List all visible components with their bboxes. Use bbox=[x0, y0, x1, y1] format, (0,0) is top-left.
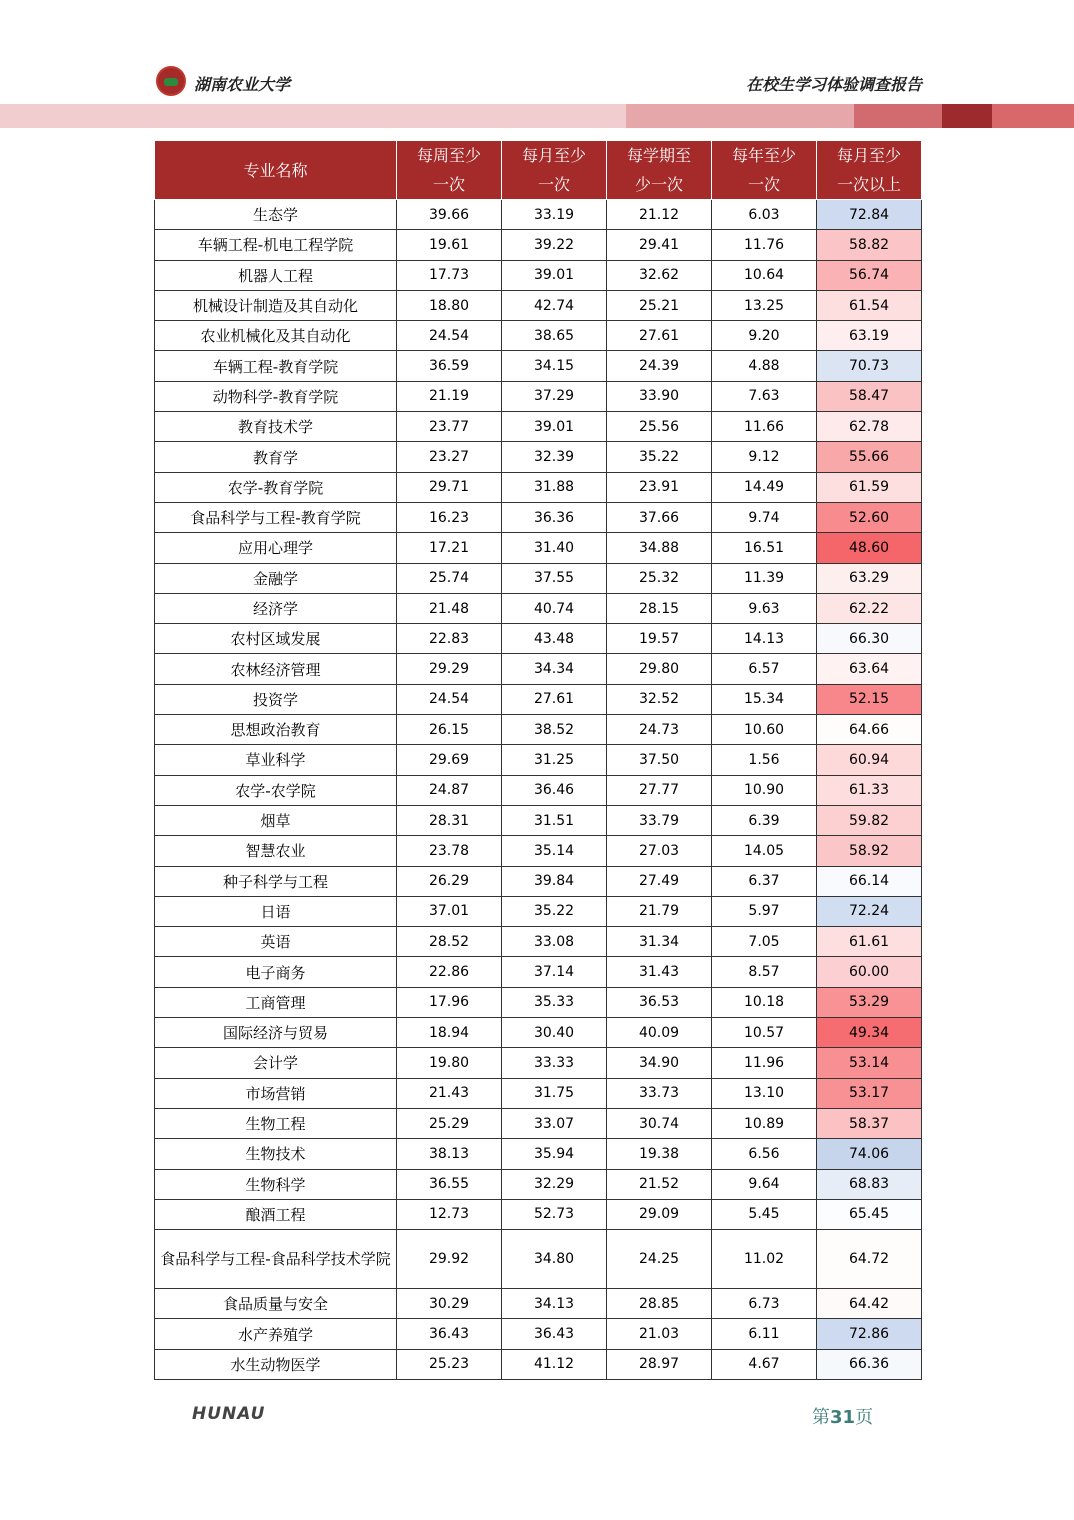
yearly-cell: 11.76 bbox=[712, 230, 817, 260]
table-row bbox=[155, 472, 922, 502]
page-number: 第31页 bbox=[812, 1407, 874, 1428]
table-row bbox=[155, 1018, 922, 1048]
table-row bbox=[155, 1139, 922, 1169]
monthly-plus-cell: 49.34 bbox=[817, 1018, 922, 1048]
monthly-plus-cell: 68.83 bbox=[817, 1169, 922, 1199]
yearly-cell: 6.11 bbox=[712, 1319, 817, 1349]
monthly-cell: 33.19 bbox=[502, 200, 607, 230]
weekly-cell: 25.74 bbox=[397, 563, 502, 593]
monthly-plus-cell: 55.66 bbox=[817, 442, 922, 472]
major-name-cell: 市场营销 bbox=[155, 1078, 397, 1108]
major-name-cell: 生态学 bbox=[155, 200, 397, 230]
semester-cell: 27.03 bbox=[607, 836, 712, 866]
table-header-row bbox=[155, 141, 922, 200]
table-row bbox=[155, 684, 922, 714]
major-name-cell: 生物工程 bbox=[155, 1108, 397, 1138]
monthly-plus-cell: 61.33 bbox=[817, 775, 922, 805]
table-row bbox=[155, 624, 922, 654]
column-header-major: 专业名称 bbox=[155, 141, 397, 200]
weekly-cell: 28.31 bbox=[397, 805, 502, 835]
header-band bbox=[942, 104, 992, 128]
page-header bbox=[0, 0, 1074, 130]
monthly-cell: 33.07 bbox=[502, 1108, 607, 1138]
monthly-plus-cell: 52.60 bbox=[817, 502, 922, 532]
yearly-cell: 9.12 bbox=[712, 442, 817, 472]
major-name-cell: 智慧农业 bbox=[155, 836, 397, 866]
table-row bbox=[155, 290, 922, 320]
yearly-cell: 7.63 bbox=[712, 381, 817, 411]
semester-cell: 33.79 bbox=[607, 805, 712, 835]
monthly-cell: 34.13 bbox=[502, 1289, 607, 1319]
weekly-cell: 30.29 bbox=[397, 1289, 502, 1319]
monthly-cell: 35.22 bbox=[502, 896, 607, 926]
monthly-cell: 36.43 bbox=[502, 1319, 607, 1349]
major-name-cell: 农村区域发展 bbox=[155, 624, 397, 654]
yearly-cell: 14.49 bbox=[712, 472, 817, 502]
major-name-cell: 经济学 bbox=[155, 593, 397, 623]
monthly-cell: 36.46 bbox=[502, 775, 607, 805]
monthly-cell: 35.94 bbox=[502, 1139, 607, 1169]
semester-cell: 36.53 bbox=[607, 987, 712, 1017]
yearly-cell: 11.96 bbox=[712, 1048, 817, 1078]
major-name-cell: 食品质量与安全 bbox=[155, 1289, 397, 1319]
semester-cell: 29.80 bbox=[607, 654, 712, 684]
monthly-plus-cell: 70.73 bbox=[817, 351, 922, 381]
monthly-plus-cell: 74.06 bbox=[817, 1139, 922, 1169]
yearly-cell: 8.57 bbox=[712, 957, 817, 987]
major-name-cell: 种子科学与工程 bbox=[155, 866, 397, 896]
monthly-plus-cell: 61.54 bbox=[817, 290, 922, 320]
monthly-plus-cell: 63.29 bbox=[817, 563, 922, 593]
monthly-cell: 39.01 bbox=[502, 260, 607, 290]
table-row bbox=[155, 957, 922, 987]
monthly-plus-cell: 53.17 bbox=[817, 1078, 922, 1108]
weekly-cell: 28.52 bbox=[397, 927, 502, 957]
monthly-plus-cell: 66.14 bbox=[817, 866, 922, 896]
table-row bbox=[155, 1078, 922, 1108]
yearly-cell: 13.10 bbox=[712, 1078, 817, 1108]
yearly-cell: 6.39 bbox=[712, 805, 817, 835]
semester-cell: 24.73 bbox=[607, 715, 712, 745]
yearly-cell: 9.64 bbox=[712, 1169, 817, 1199]
yearly-cell: 10.57 bbox=[712, 1018, 817, 1048]
monthly-cell: 35.14 bbox=[502, 836, 607, 866]
semester-cell: 40.09 bbox=[607, 1018, 712, 1048]
major-name-cell: 水生动物医学 bbox=[155, 1349, 397, 1379]
yearly-cell: 6.73 bbox=[712, 1289, 817, 1319]
monthly-plus-cell: 58.47 bbox=[817, 381, 922, 411]
table-row bbox=[155, 502, 922, 532]
yearly-cell: 10.90 bbox=[712, 775, 817, 805]
semester-cell: 32.52 bbox=[607, 684, 712, 714]
weekly-cell: 23.27 bbox=[397, 442, 502, 472]
table-row bbox=[155, 654, 922, 684]
yearly-cell: 15.34 bbox=[712, 684, 817, 714]
semester-cell: 21.79 bbox=[607, 896, 712, 926]
semester-cell: 32.62 bbox=[607, 260, 712, 290]
monthly-cell: 31.75 bbox=[502, 1078, 607, 1108]
monthly-plus-cell: 59.82 bbox=[817, 805, 922, 835]
monthly-cell: 30.40 bbox=[502, 1018, 607, 1048]
major-name-cell: 国际经济与贸易 bbox=[155, 1018, 397, 1048]
monthly-cell: 37.55 bbox=[502, 563, 607, 593]
report-title: 在校生学习体验调查报告 bbox=[745, 75, 922, 94]
yearly-cell: 11.66 bbox=[712, 412, 817, 442]
monthly-cell: 38.65 bbox=[502, 321, 607, 351]
table-row bbox=[155, 1319, 922, 1349]
major-name-cell: 日语 bbox=[155, 896, 397, 926]
weekly-cell: 18.94 bbox=[397, 1018, 502, 1048]
major-name-cell: 金融学 bbox=[155, 563, 397, 593]
major-name-cell: 食品科学与工程-教育学院 bbox=[155, 502, 397, 532]
semester-cell: 19.57 bbox=[607, 624, 712, 654]
semester-cell: 31.34 bbox=[607, 927, 712, 957]
table-row bbox=[155, 866, 922, 896]
table-body bbox=[155, 200, 922, 1380]
major-name-cell: 电子商务 bbox=[155, 957, 397, 987]
major-name-cell: 投资学 bbox=[155, 684, 397, 714]
weekly-cell: 29.92 bbox=[397, 1230, 502, 1289]
major-name-cell: 会计学 bbox=[155, 1048, 397, 1078]
semester-cell: 33.73 bbox=[607, 1078, 712, 1108]
weekly-cell: 16.23 bbox=[397, 502, 502, 532]
monthly-cell: 33.08 bbox=[502, 927, 607, 957]
yearly-cell: 4.67 bbox=[712, 1349, 817, 1379]
semester-cell: 27.49 bbox=[607, 866, 712, 896]
weekly-cell: 22.83 bbox=[397, 624, 502, 654]
table-row bbox=[155, 200, 922, 230]
footer-logo: HUNAU bbox=[192, 1404, 266, 1424]
table-row bbox=[155, 1230, 922, 1289]
monthly-cell: 36.36 bbox=[502, 502, 607, 532]
weekly-cell: 25.29 bbox=[397, 1108, 502, 1138]
major-name-cell: 车辆工程-教育学院 bbox=[155, 351, 397, 381]
semester-cell: 29.09 bbox=[607, 1199, 712, 1229]
monthly-plus-cell: 63.19 bbox=[817, 321, 922, 351]
table-row bbox=[155, 836, 922, 866]
weekly-cell: 22.86 bbox=[397, 957, 502, 987]
monthly-plus-cell: 66.30 bbox=[817, 624, 922, 654]
weekly-cell: 37.01 bbox=[397, 896, 502, 926]
yearly-cell: 10.18 bbox=[712, 987, 817, 1017]
weekly-cell: 21.48 bbox=[397, 593, 502, 623]
yearly-cell: 14.13 bbox=[712, 624, 817, 654]
semester-cell: 37.50 bbox=[607, 745, 712, 775]
monthly-plus-cell: 48.60 bbox=[817, 533, 922, 563]
monthly-plus-cell: 58.92 bbox=[817, 836, 922, 866]
monthly-cell: 40.74 bbox=[502, 593, 607, 623]
yearly-cell: 11.02 bbox=[712, 1230, 817, 1289]
monthly-cell: 39.22 bbox=[502, 230, 607, 260]
yearly-cell: 9.63 bbox=[712, 593, 817, 623]
major-name-cell: 机械设计制造及其自动化 bbox=[155, 290, 397, 320]
table-row bbox=[155, 260, 922, 290]
monthly-cell: 37.29 bbox=[502, 381, 607, 411]
weekly-cell: 17.96 bbox=[397, 987, 502, 1017]
semester-cell: 19.38 bbox=[607, 1139, 712, 1169]
semester-cell: 25.21 bbox=[607, 290, 712, 320]
table-row bbox=[155, 987, 922, 1017]
yearly-cell: 5.97 bbox=[712, 896, 817, 926]
university-name: 湖南农业大学 bbox=[194, 75, 291, 94]
weekly-cell: 26.15 bbox=[397, 715, 502, 745]
table-row bbox=[155, 1169, 922, 1199]
semester-cell: 27.77 bbox=[607, 775, 712, 805]
table-row bbox=[155, 927, 922, 957]
column-header-weekly: 每周至少 一次 bbox=[397, 141, 502, 200]
monthly-cell: 31.40 bbox=[502, 533, 607, 563]
monthly-plus-cell: 52.15 bbox=[817, 684, 922, 714]
semester-cell: 29.41 bbox=[607, 230, 712, 260]
weekly-cell: 38.13 bbox=[397, 1139, 502, 1169]
weekly-cell: 17.73 bbox=[397, 260, 502, 290]
weekly-cell: 26.29 bbox=[397, 866, 502, 896]
monthly-plus-cell: 64.72 bbox=[817, 1230, 922, 1289]
monthly-cell: 31.25 bbox=[502, 745, 607, 775]
weekly-cell: 36.59 bbox=[397, 351, 502, 381]
table-row bbox=[155, 1349, 922, 1379]
major-name-cell: 机器人工程 bbox=[155, 260, 397, 290]
monthly-cell: 34.80 bbox=[502, 1230, 607, 1289]
weekly-cell: 21.43 bbox=[397, 1078, 502, 1108]
major-name-cell: 教育学 bbox=[155, 442, 397, 472]
semester-cell: 34.90 bbox=[607, 1048, 712, 1078]
major-name-cell: 生物科学 bbox=[155, 1169, 397, 1199]
table-row bbox=[155, 533, 922, 563]
major-name-cell: 生物技术 bbox=[155, 1139, 397, 1169]
yearly-cell: 13.25 bbox=[712, 290, 817, 320]
table-row bbox=[155, 805, 922, 835]
semester-cell: 25.56 bbox=[607, 412, 712, 442]
table-row bbox=[155, 230, 922, 260]
monthly-plus-cell: 63.64 bbox=[817, 654, 922, 684]
yearly-cell: 10.64 bbox=[712, 260, 817, 290]
weekly-cell: 36.43 bbox=[397, 1319, 502, 1349]
monthly-cell: 41.12 bbox=[502, 1349, 607, 1379]
monthly-cell: 52.73 bbox=[502, 1199, 607, 1229]
monthly-plus-cell: 60.94 bbox=[817, 745, 922, 775]
monthly-plus-cell: 58.37 bbox=[817, 1108, 922, 1138]
university-logo-icon bbox=[156, 66, 186, 96]
major-name-cell: 水产养殖学 bbox=[155, 1319, 397, 1349]
column-header-monthly: 每月至少 一次 bbox=[502, 141, 607, 200]
weekly-cell: 19.61 bbox=[397, 230, 502, 260]
table-row bbox=[155, 715, 922, 745]
yearly-cell: 4.88 bbox=[712, 351, 817, 381]
monthly-cell: 34.34 bbox=[502, 654, 607, 684]
table-row bbox=[155, 442, 922, 472]
header-band bbox=[626, 104, 854, 128]
semester-cell: 27.61 bbox=[607, 321, 712, 351]
header-band bbox=[854, 104, 942, 128]
table-row bbox=[155, 351, 922, 381]
yearly-cell: 14.05 bbox=[712, 836, 817, 866]
yearly-cell: 1.56 bbox=[712, 745, 817, 775]
monthly-cell: 43.48 bbox=[502, 624, 607, 654]
weekly-cell: 24.54 bbox=[397, 321, 502, 351]
weekly-cell: 21.19 bbox=[397, 381, 502, 411]
table-row bbox=[155, 745, 922, 775]
monthly-plus-cell: 62.78 bbox=[817, 412, 922, 442]
weekly-cell: 23.78 bbox=[397, 836, 502, 866]
monthly-plus-cell: 60.00 bbox=[817, 957, 922, 987]
semester-cell: 33.90 bbox=[607, 381, 712, 411]
major-name-cell: 农学-农学院 bbox=[155, 775, 397, 805]
major-name-cell: 农林经济管理 bbox=[155, 654, 397, 684]
table-row bbox=[155, 381, 922, 411]
table-row bbox=[155, 412, 922, 442]
semester-cell: 24.39 bbox=[607, 351, 712, 381]
semester-cell: 35.22 bbox=[607, 442, 712, 472]
table-row bbox=[155, 896, 922, 926]
weekly-cell: 23.77 bbox=[397, 412, 502, 442]
monthly-plus-cell: 61.59 bbox=[817, 472, 922, 502]
monthly-cell: 39.84 bbox=[502, 866, 607, 896]
weekly-cell: 29.71 bbox=[397, 472, 502, 502]
major-name-cell: 教育技术学 bbox=[155, 412, 397, 442]
table-row bbox=[155, 563, 922, 593]
semester-cell: 28.15 bbox=[607, 593, 712, 623]
monthly-cell: 38.52 bbox=[502, 715, 607, 745]
monthly-cell: 35.33 bbox=[502, 987, 607, 1017]
monthly-cell: 33.33 bbox=[502, 1048, 607, 1078]
major-name-cell: 农业机械化及其自动化 bbox=[155, 321, 397, 351]
yearly-cell: 6.03 bbox=[712, 200, 817, 230]
semester-cell: 21.12 bbox=[607, 200, 712, 230]
weekly-cell: 24.54 bbox=[397, 684, 502, 714]
weekly-cell: 39.66 bbox=[397, 200, 502, 230]
major-name-cell: 思想政治教育 bbox=[155, 715, 397, 745]
monthly-cell: 32.29 bbox=[502, 1169, 607, 1199]
column-header-semester: 每学期至 少一次 bbox=[607, 141, 712, 200]
yearly-cell: 11.39 bbox=[712, 563, 817, 593]
semester-cell: 28.85 bbox=[607, 1289, 712, 1319]
major-name-cell: 农学-教育学院 bbox=[155, 472, 397, 502]
monthly-plus-cell: 53.29 bbox=[817, 987, 922, 1017]
semester-cell: 37.66 bbox=[607, 502, 712, 532]
monthly-plus-cell: 64.42 bbox=[817, 1289, 922, 1319]
yearly-cell: 6.37 bbox=[712, 866, 817, 896]
monthly-cell: 39.01 bbox=[502, 412, 607, 442]
major-name-cell: 烟草 bbox=[155, 805, 397, 835]
monthly-plus-cell: 64.66 bbox=[817, 715, 922, 745]
weekly-cell: 36.55 bbox=[397, 1169, 502, 1199]
yearly-cell: 9.74 bbox=[712, 502, 817, 532]
yearly-cell: 10.60 bbox=[712, 715, 817, 745]
yearly-cell: 16.51 bbox=[712, 533, 817, 563]
weekly-cell: 12.73 bbox=[397, 1199, 502, 1229]
monthly-plus-cell: 58.82 bbox=[817, 230, 922, 260]
monthly-cell: 31.88 bbox=[502, 472, 607, 502]
major-name-cell: 工商管理 bbox=[155, 987, 397, 1017]
semester-cell: 23.91 bbox=[607, 472, 712, 502]
weekly-cell: 17.21 bbox=[397, 533, 502, 563]
monthly-plus-cell: 61.61 bbox=[817, 927, 922, 957]
monthly-plus-cell: 53.14 bbox=[817, 1048, 922, 1078]
major-name-cell: 动物科学-教育学院 bbox=[155, 381, 397, 411]
yearly-cell: 6.57 bbox=[712, 654, 817, 684]
table-row bbox=[155, 1289, 922, 1319]
monthly-cell: 37.14 bbox=[502, 957, 607, 987]
semester-cell: 30.74 bbox=[607, 1108, 712, 1138]
table-row bbox=[155, 1199, 922, 1229]
monthly-plus-cell: 72.86 bbox=[817, 1319, 922, 1349]
monthly-cell: 32.39 bbox=[502, 442, 607, 472]
column-header-monthly-plus: 每月至少 一次以上 bbox=[817, 141, 922, 200]
semester-cell: 25.32 bbox=[607, 563, 712, 593]
major-frequency-table bbox=[154, 140, 922, 1380]
major-name-cell: 食品科学与工程-食品科学技术学院 bbox=[155, 1230, 397, 1289]
monthly-plus-cell: 66.36 bbox=[817, 1349, 922, 1379]
header-band bbox=[0, 104, 626, 128]
weekly-cell: 29.69 bbox=[397, 745, 502, 775]
weekly-cell: 18.80 bbox=[397, 290, 502, 320]
yearly-cell: 5.45 bbox=[712, 1199, 817, 1229]
major-name-cell: 车辆工程-机电工程学院 bbox=[155, 230, 397, 260]
table-row bbox=[155, 1108, 922, 1138]
semester-cell: 24.25 bbox=[607, 1230, 712, 1289]
monthly-plus-cell: 72.84 bbox=[817, 200, 922, 230]
weekly-cell: 29.29 bbox=[397, 654, 502, 684]
monthly-cell: 34.15 bbox=[502, 351, 607, 381]
header-band bbox=[992, 104, 1074, 128]
monthly-cell: 31.51 bbox=[502, 805, 607, 835]
major-name-cell: 草业科学 bbox=[155, 745, 397, 775]
table-row bbox=[155, 1048, 922, 1078]
yearly-cell: 10.89 bbox=[712, 1108, 817, 1138]
monthly-plus-cell: 62.22 bbox=[817, 593, 922, 623]
weekly-cell: 24.87 bbox=[397, 775, 502, 805]
monthly-plus-cell: 65.45 bbox=[817, 1199, 922, 1229]
column-header-yearly: 每年至少 一次 bbox=[712, 141, 817, 200]
major-name-cell: 应用心理学 bbox=[155, 533, 397, 563]
weekly-cell: 19.80 bbox=[397, 1048, 502, 1078]
monthly-plus-cell: 56.74 bbox=[817, 260, 922, 290]
semester-cell: 21.03 bbox=[607, 1319, 712, 1349]
table-row bbox=[155, 775, 922, 805]
weekly-cell: 25.23 bbox=[397, 1349, 502, 1379]
table-row bbox=[155, 321, 922, 351]
major-name-cell: 英语 bbox=[155, 927, 397, 957]
yearly-cell: 9.20 bbox=[712, 321, 817, 351]
major-name-cell: 酿酒工程 bbox=[155, 1199, 397, 1229]
semester-cell: 34.88 bbox=[607, 533, 712, 563]
yearly-cell: 6.56 bbox=[712, 1139, 817, 1169]
semester-cell: 28.97 bbox=[607, 1349, 712, 1379]
monthly-cell: 42.74 bbox=[502, 290, 607, 320]
table-row bbox=[155, 593, 922, 623]
semester-cell: 21.52 bbox=[607, 1169, 712, 1199]
yearly-cell: 7.05 bbox=[712, 927, 817, 957]
semester-cell: 31.43 bbox=[607, 957, 712, 987]
monthly-cell: 27.61 bbox=[502, 684, 607, 714]
monthly-plus-cell: 72.24 bbox=[817, 896, 922, 926]
